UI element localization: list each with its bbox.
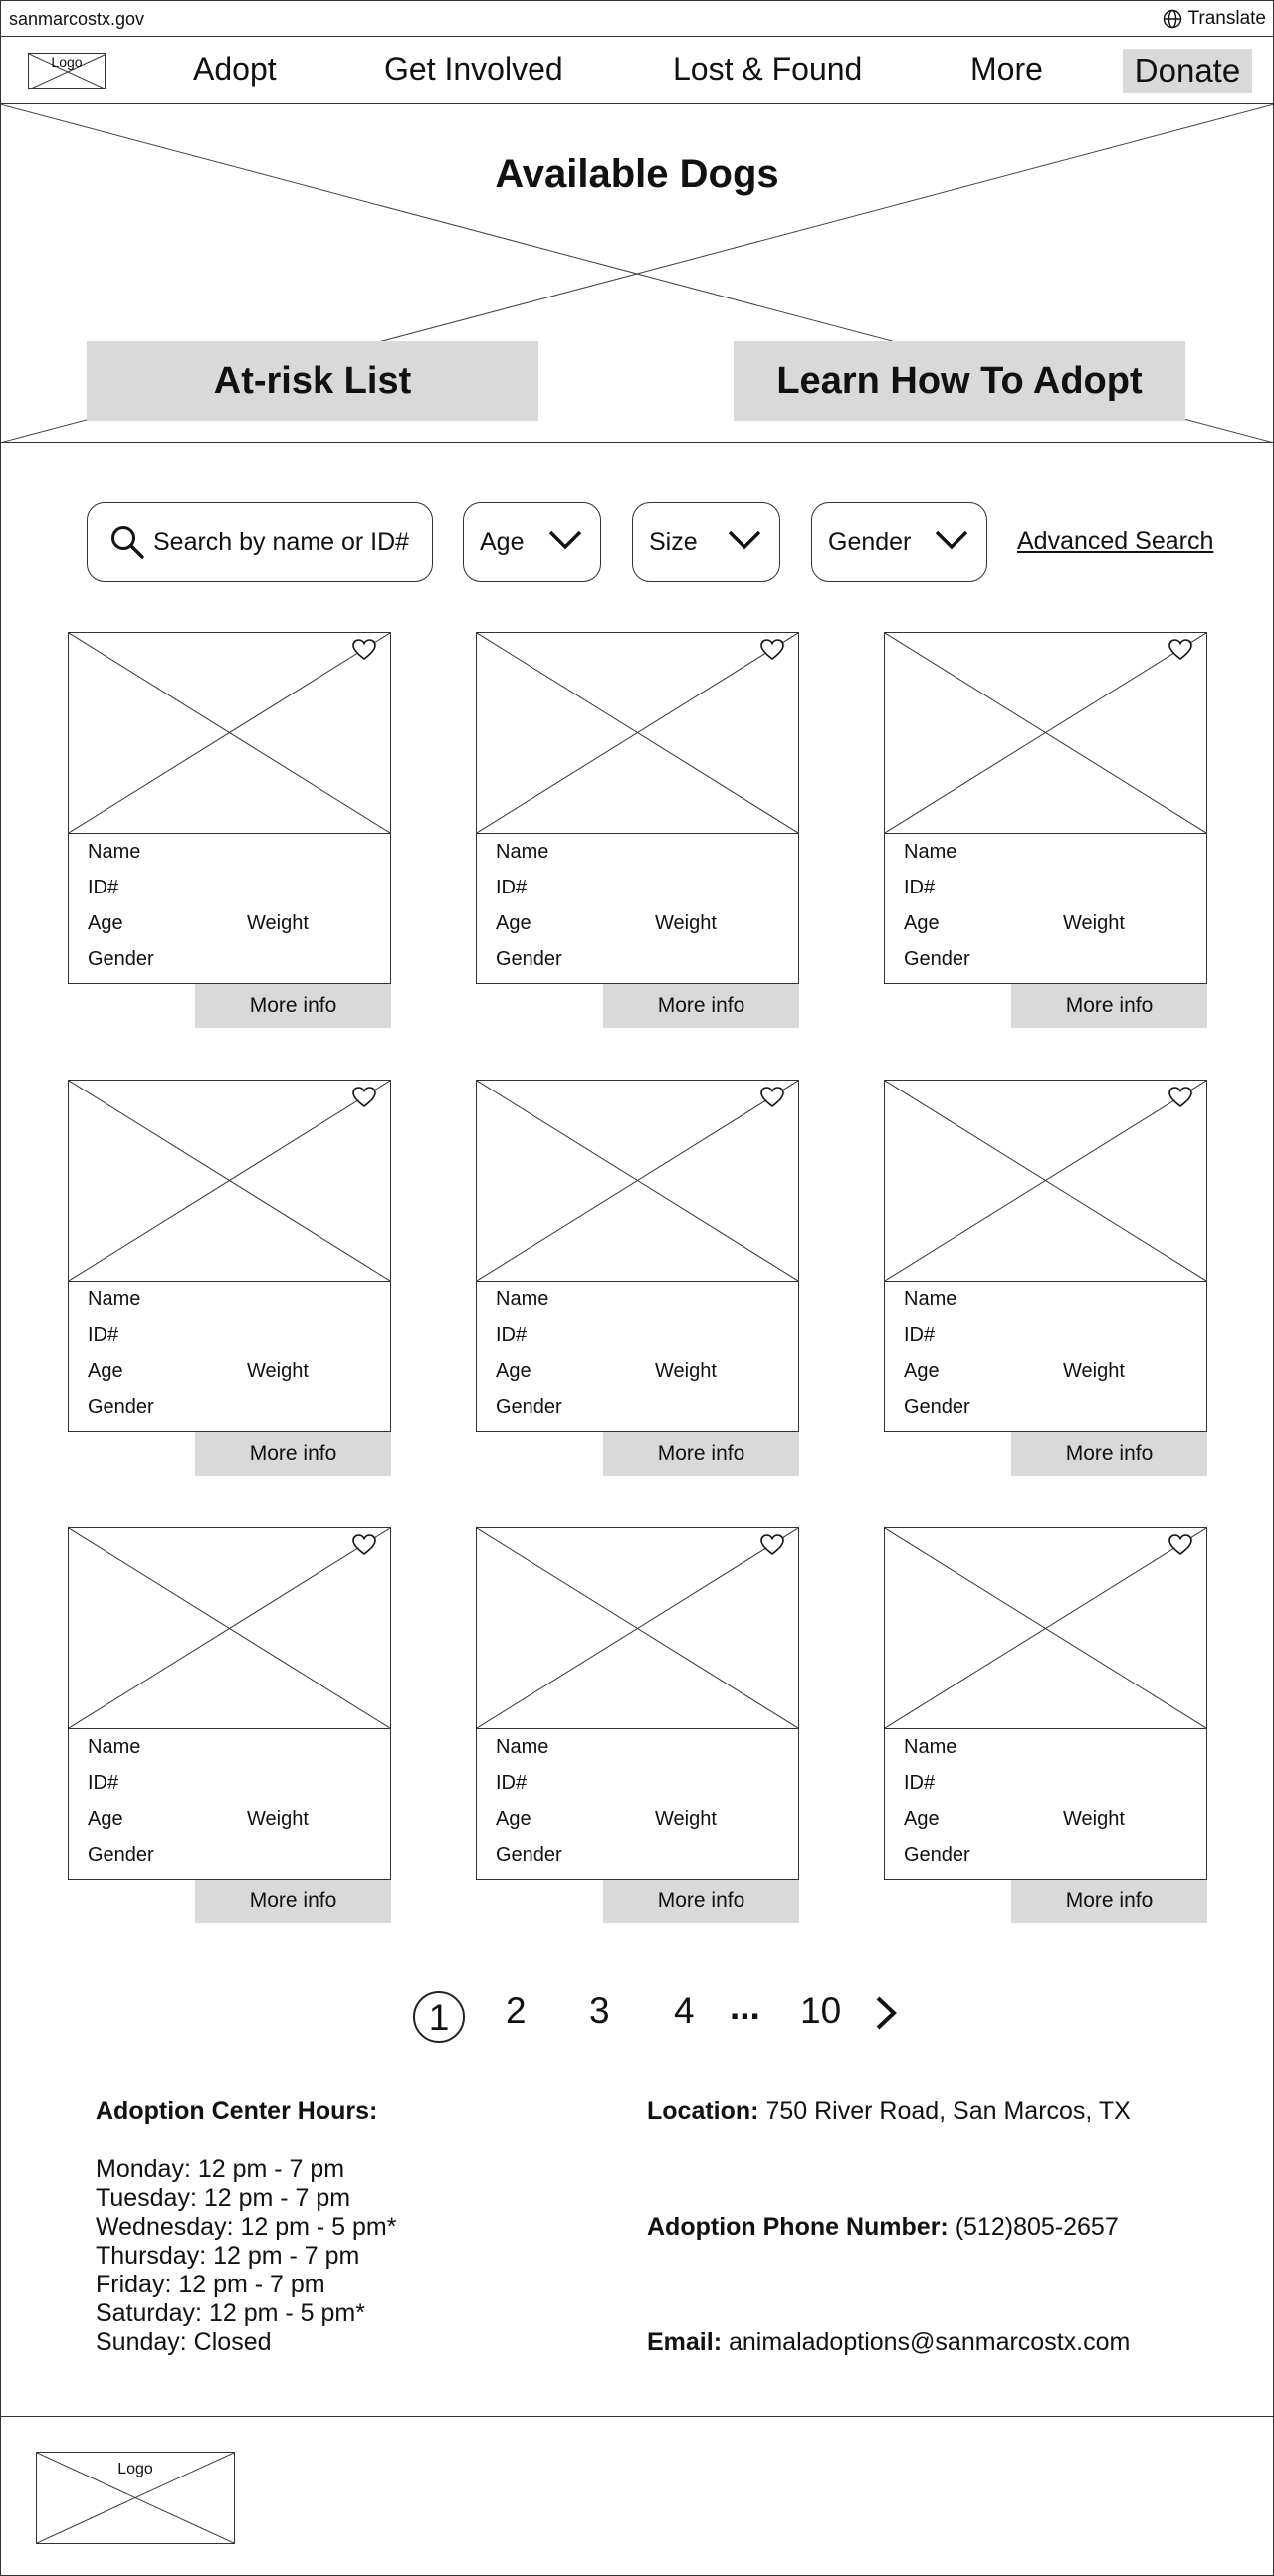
dog-age-label: Age bbox=[496, 912, 531, 934]
dog-card[interactable] bbox=[476, 1527, 799, 1927]
dog-gender-label: Gender bbox=[496, 1396, 562, 1418]
age-filter-dropdown[interactable] bbox=[463, 502, 601, 582]
more-info-button[interactable]: More info bbox=[1011, 1432, 1207, 1476]
dog-card[interactable] bbox=[68, 1080, 391, 1480]
footer-logo-label: Logo bbox=[117, 2461, 153, 2477]
hours-friday: Friday: 12 pm - 7 pm bbox=[96, 2271, 325, 2298]
dog-id-label: ID# bbox=[496, 877, 528, 898]
hours-thursday: Thursday: 12 pm - 7 pm bbox=[96, 2242, 360, 2270]
image-placeholder-icon bbox=[69, 1528, 390, 1728]
chevron-right-icon[interactable] bbox=[874, 1995, 898, 2031]
dog-card[interactable] bbox=[884, 1080, 1207, 1480]
dog-photo-placeholder[interactable] bbox=[884, 1080, 1207, 1282]
favorite-heart-icon[interactable] bbox=[760, 1087, 784, 1108]
page-title: Available Dogs bbox=[495, 152, 779, 196]
hero-banner bbox=[0, 104, 1274, 443]
image-placeholder-icon bbox=[885, 633, 1206, 833]
dog-id-label: ID# bbox=[904, 1772, 936, 1794]
page-3-link[interactable]: 3 bbox=[589, 1990, 610, 2031]
footer-logo[interactable] bbox=[36, 2452, 235, 2544]
dog-name-label: Name bbox=[904, 1736, 957, 1758]
dog-info-panel bbox=[68, 833, 391, 984]
size-filter-dropdown[interactable] bbox=[632, 502, 780, 582]
dog-age-label: Age bbox=[496, 1360, 531, 1382]
dog-weight-label: Weight bbox=[1063, 1360, 1125, 1382]
nav-lost-found[interactable]: Lost & Found bbox=[673, 51, 863, 87]
dog-id-label: ID# bbox=[88, 877, 119, 898]
more-info-button[interactable]: More info bbox=[603, 1432, 799, 1476]
phone-line bbox=[647, 2213, 1119, 2242]
image-placeholder-icon bbox=[477, 633, 798, 833]
dog-info-panel bbox=[884, 1281, 1207, 1432]
favorite-heart-icon[interactable] bbox=[1168, 1534, 1192, 1556]
dog-photo-placeholder[interactable] bbox=[68, 632, 391, 834]
image-placeholder-icon bbox=[69, 633, 390, 833]
dog-card[interactable] bbox=[476, 632, 799, 1032]
dog-info-panel bbox=[68, 1728, 391, 1880]
globe-icon bbox=[1163, 9, 1182, 29]
dog-age-label: Age bbox=[904, 1808, 940, 1830]
hours-monday: Monday: 12 pm - 7 pm bbox=[96, 2155, 345, 2183]
dog-weight-label: Weight bbox=[1063, 1808, 1125, 1830]
more-info-button[interactable]: More info bbox=[195, 1432, 391, 1476]
advanced-search-link[interactable]: Advanced Search bbox=[1017, 527, 1214, 555]
top-bar bbox=[0, 0, 1274, 37]
chevron-down-icon bbox=[935, 529, 968, 551]
email-line bbox=[647, 2328, 1130, 2357]
page-10-link[interactable]: 10 bbox=[800, 1990, 842, 2031]
favorite-heart-icon[interactable] bbox=[352, 1534, 376, 1556]
dog-info-panel bbox=[884, 833, 1207, 984]
location-label: Location: bbox=[647, 2097, 759, 2125]
dog-name-label: Name bbox=[904, 841, 957, 863]
dog-id-label: ID# bbox=[496, 1324, 528, 1346]
dog-photo-placeholder[interactable] bbox=[476, 1527, 799, 1729]
image-placeholder-icon bbox=[477, 1528, 798, 1728]
favorite-heart-icon[interactable] bbox=[1168, 639, 1192, 661]
favorite-heart-icon[interactable] bbox=[352, 639, 376, 661]
dog-age-label: Age bbox=[904, 1360, 940, 1382]
favorite-heart-icon[interactable] bbox=[760, 1534, 784, 1556]
hours-tuesday: Tuesday: 12 pm - 7 pm bbox=[96, 2184, 351, 2212]
dog-photo-placeholder[interactable] bbox=[476, 632, 799, 834]
dog-info-panel bbox=[884, 1728, 1207, 1880]
dog-card[interactable] bbox=[884, 632, 1207, 1032]
dog-photo-placeholder[interactable] bbox=[884, 1527, 1207, 1729]
hours-heading: Adoption Center Hours: bbox=[96, 2097, 378, 2125]
dog-id-label: ID# bbox=[904, 1324, 936, 1346]
dog-id-label: ID# bbox=[88, 1324, 119, 1346]
dog-photo-placeholder[interactable] bbox=[68, 1080, 391, 1282]
nav-get-involved[interactable]: Get Involved bbox=[384, 51, 563, 87]
dog-name-label: Name bbox=[904, 1288, 957, 1310]
image-placeholder-icon bbox=[69, 1081, 390, 1281]
dog-name-label: Name bbox=[88, 1736, 141, 1758]
search-input[interactable] bbox=[153, 528, 422, 557]
dog-gender-label: Gender bbox=[496, 948, 562, 970]
dog-gender-label: Gender bbox=[88, 1844, 154, 1866]
learn-how-to-adopt-button[interactable]: Learn How To Adopt bbox=[734, 341, 1185, 421]
header-logo[interactable] bbox=[28, 53, 106, 89]
dog-gender-label: Gender bbox=[88, 948, 154, 970]
dog-gender-label: Gender bbox=[496, 1844, 562, 1866]
nav-more[interactable]: More bbox=[970, 51, 1043, 87]
dog-name-label: Name bbox=[496, 1288, 549, 1310]
page-2-link[interactable]: 2 bbox=[506, 1990, 527, 2031]
image-placeholder-icon bbox=[885, 1528, 1206, 1728]
nav-adopt[interactable]: Adopt bbox=[193, 51, 277, 87]
dog-info-panel bbox=[476, 1728, 799, 1880]
dog-age-label: Age bbox=[88, 1808, 123, 1830]
dog-card[interactable] bbox=[68, 632, 391, 1032]
dog-weight-label: Weight bbox=[247, 1360, 309, 1382]
footer bbox=[0, 2416, 1274, 2576]
phone-value[interactable]: (512)805-2657 bbox=[955, 2213, 1119, 2241]
phone-label: Adoption Phone Number: bbox=[647, 2213, 949, 2241]
hours-saturday: Saturday: 12 pm - 5 pm* bbox=[96, 2299, 365, 2327]
dog-name-label: Name bbox=[496, 1736, 549, 1758]
dog-weight-label: Weight bbox=[655, 912, 717, 934]
dog-weight-label: Weight bbox=[655, 1808, 717, 1830]
favorite-heart-icon[interactable] bbox=[760, 639, 784, 661]
age-filter-label: Age bbox=[480, 527, 525, 556]
favorite-heart-icon[interactable] bbox=[352, 1087, 376, 1108]
dog-gender-label: Gender bbox=[904, 1844, 970, 1866]
dog-gender-label: Gender bbox=[904, 948, 970, 970]
image-placeholder-icon bbox=[477, 1081, 798, 1281]
dog-id-label: ID# bbox=[496, 1772, 528, 1794]
translate-button[interactable] bbox=[1163, 8, 1267, 30]
more-info-button[interactable]: More info bbox=[603, 1880, 799, 1923]
dog-info-panel bbox=[68, 1281, 391, 1432]
dog-name-label: Name bbox=[496, 841, 549, 863]
dog-card[interactable] bbox=[476, 1080, 799, 1480]
location-line bbox=[647, 2097, 1131, 2126]
site-domain: sanmarcostx.gov bbox=[9, 9, 145, 29]
header-logo-label: Logo bbox=[51, 54, 83, 70]
pagination-ellipsis: ... bbox=[730, 1986, 760, 2027]
page-4-link[interactable]: 4 bbox=[674, 1990, 695, 2031]
dog-card[interactable] bbox=[68, 1527, 391, 1927]
dog-photo-placeholder[interactable] bbox=[68, 1527, 391, 1729]
gender-filter-dropdown[interactable] bbox=[811, 502, 987, 582]
dog-info-panel bbox=[476, 833, 799, 984]
more-info-button[interactable]: More info bbox=[195, 984, 391, 1028]
translate-label: Translate bbox=[1187, 8, 1266, 29]
at-risk-list-button[interactable]: At-risk List bbox=[87, 341, 538, 421]
favorite-heart-icon[interactable] bbox=[1168, 1087, 1192, 1108]
chevron-down-icon bbox=[728, 529, 761, 551]
donate-button[interactable]: Donate bbox=[1123, 49, 1252, 93]
hours-wednesday: Wednesday: 12 pm - 5 pm* bbox=[96, 2213, 397, 2241]
more-info-button[interactable]: More info bbox=[603, 984, 799, 1028]
email-label: Email: bbox=[647, 2328, 723, 2356]
dog-age-label: Age bbox=[904, 912, 940, 934]
email-value[interactable]: animaladoptions@sanmarcostx.com bbox=[728, 2328, 1131, 2356]
page-1-current[interactable]: 1 bbox=[413, 1991, 465, 2043]
dog-gender-label: Gender bbox=[88, 1396, 154, 1418]
dog-info-panel bbox=[476, 1281, 799, 1432]
size-filter-label: Size bbox=[649, 527, 698, 556]
search-icon bbox=[109, 524, 145, 560]
hours-sunday: Sunday: Closed bbox=[96, 2328, 272, 2356]
dog-weight-label: Weight bbox=[247, 1808, 309, 1830]
dog-age-label: Age bbox=[88, 912, 123, 934]
dog-weight-label: Weight bbox=[247, 912, 309, 934]
location-value: 750 River Road, San Marcos, TX bbox=[765, 2097, 1131, 2125]
more-info-button[interactable]: More info bbox=[1011, 984, 1207, 1028]
image-placeholder-icon bbox=[885, 1081, 1206, 1281]
dog-weight-label: Weight bbox=[1063, 912, 1125, 934]
dog-name-label: Name bbox=[88, 841, 141, 863]
more-info-button[interactable]: More info bbox=[195, 1880, 391, 1923]
main-nav bbox=[0, 37, 1274, 104]
chevron-down-icon bbox=[548, 529, 582, 551]
dog-id-label: ID# bbox=[88, 1772, 119, 1794]
dog-photo-placeholder[interactable] bbox=[884, 632, 1207, 834]
dog-id-label: ID# bbox=[904, 877, 936, 898]
dog-name-label: Name bbox=[88, 1288, 141, 1310]
more-info-button[interactable]: More info bbox=[1011, 1880, 1207, 1923]
dog-gender-label: Gender bbox=[904, 1396, 970, 1418]
dog-weight-label: Weight bbox=[655, 1360, 717, 1382]
dog-age-label: Age bbox=[88, 1360, 123, 1382]
dog-photo-placeholder[interactable] bbox=[476, 1080, 799, 1282]
gender-filter-label: Gender bbox=[828, 527, 912, 556]
dog-card[interactable] bbox=[884, 1527, 1207, 1927]
dog-age-label: Age bbox=[496, 1808, 531, 1830]
search-box[interactable] bbox=[87, 502, 433, 582]
